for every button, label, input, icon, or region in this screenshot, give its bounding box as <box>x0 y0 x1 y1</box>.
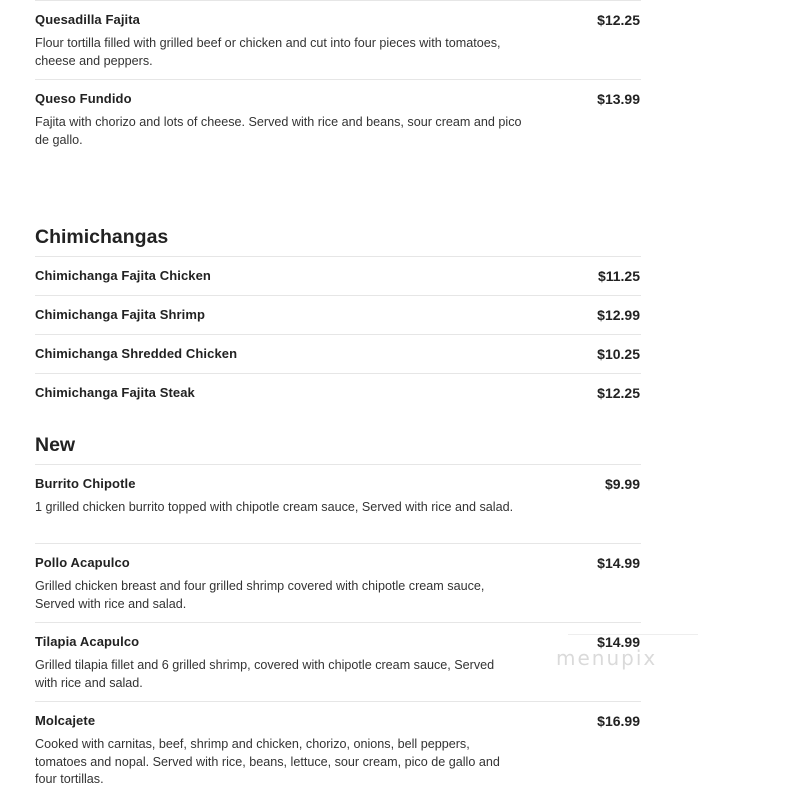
section-title-chimichangas <box>35 208 641 257</box>
item-description: 1 grilled chicken burrito topped with chipotle cream sauce, Served with rice and salad. <box>35 500 514 514</box>
item-name: Chimichanga Shredded Chicken <box>35 346 238 361</box>
menu-item-tilapia-acapulco <box>35 623 641 702</box>
item-description: Grilled tilapia fillet and 6 grilled shrimp, covered with chipotle cream sauce, Served with rice and salad. <box>35 658 495 690</box>
menu-item-chimichanga-fajita-steak <box>35 374 641 414</box>
item-description: Fajita with chorizo and lots of cheese. Served with rice and beans, sour cream and pico de gallo. <box>35 115 522 147</box>
item-description: Grilled chicken breast and four grilled shrimp covered with chipotle cream sauce, Served with rice and salad. <box>35 579 485 611</box>
menu-list <box>35 0 641 794</box>
item-price: $14.99 <box>597 634 640 650</box>
section-title-new <box>35 414 641 465</box>
item-price: $12.25 <box>597 385 640 401</box>
menu-item-burrito-chipotle <box>35 465 641 544</box>
item-price: $13.99 <box>597 91 640 107</box>
menu-item-chimichanga-fajita-shrimp <box>35 296 641 335</box>
menu-item-chimichanga-fajita-chicken <box>35 257 641 296</box>
item-price: $14.99 <box>597 555 640 571</box>
item-price: $11.25 <box>597 268 640 284</box>
watermark-line <box>568 634 698 635</box>
item-name: Chimichanga Fajita Shrimp <box>35 307 206 322</box>
item-name: Chimichanga Fajita Chicken <box>35 268 211 283</box>
item-name: Quesadilla Fajita <box>35 12 141 27</box>
menu-item-molcajete <box>35 702 641 794</box>
menu-item-chimichanga-shredded-chicken <box>35 335 641 374</box>
item-name: Chimichanga Fajita Steak <box>35 385 195 400</box>
item-price: $9.99 <box>604 476 640 492</box>
section-heading: Chimichangas <box>35 226 169 248</box>
item-price: $16.99 <box>597 713 640 729</box>
item-name: Pollo Acapulco <box>35 555 130 570</box>
menu-item-queso-fundido <box>35 80 641 220</box>
item-description: Flour tortilla filled with grilled beef or chicken and cut into four pieces with tomatoes, cheese and peppers. <box>35 36 501 68</box>
item-price: $10.25 <box>597 346 640 362</box>
menu-item-pollo-acapulco <box>35 544 641 623</box>
item-price: $12.99 <box>597 307 640 323</box>
item-name: Tilapia Acapulco <box>35 634 140 649</box>
item-name: Queso Fundido <box>35 91 132 106</box>
item-description: Cooked with carnitas, beef, shrimp and chicken, chorizo, onions, bell peppers, tomatoes and nopal. Served with rice, beans, lettuce, sour cream, pico de gallo and four tortillas. <box>35 737 500 786</box>
item-name: Burrito Chipotle <box>35 476 136 491</box>
item-name: Molcajete <box>35 713 96 728</box>
section-heading: New <box>35 434 76 456</box>
item-price: $12.25 <box>597 12 640 28</box>
watermark-logo: menupix <box>556 646 658 670</box>
menu-item-quesadilla-fajita <box>35 1 641 80</box>
